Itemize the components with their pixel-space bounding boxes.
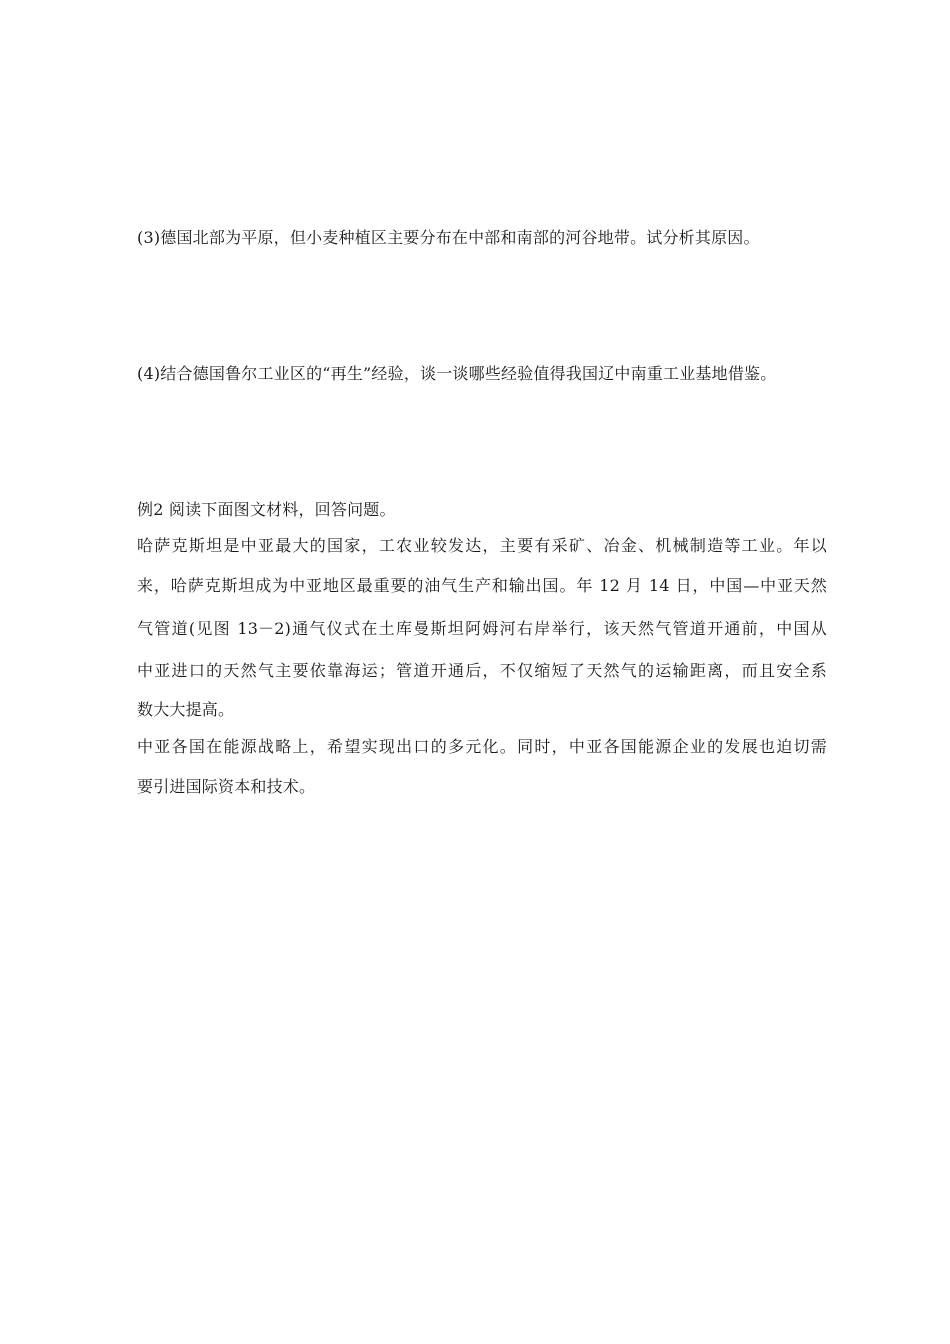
example-2-heading: 例2 阅读下面图文材料，回答问题。 [137,500,396,519]
question-3: (3)德国北部为平原，但小麦种植区主要分布在中部和南部的河谷地带。试分析其原因。 [137,228,760,247]
paragraph-1-line: 哈萨克斯坦是中亚最大的国家，工农业较发达，主要有采矿、冶金、机械制造等工业。年以 [137,536,827,555]
paragraph-2-line: 中亚各国在能源战略上，希望实现出口的多元化。同时，中亚各国能源企业的发展也迫切需 [137,737,827,756]
question-4: (4)结合德国鲁尔工业区的“再生”经验，谈一谈哪些经验值得我国辽中南重工业基地借鉴。 [137,364,777,383]
paragraph-2-line: 要引进国际资本和技术。 [137,777,316,796]
paragraph-1-line: 来，哈萨克斯坦成为中亚地区最重要的油气生产和输出国。年 12 月 14 日，中国—中亚天然 [137,576,827,595]
paragraph-1-line: 中亚进口的天然气主要依靠海运；管道开通后，不仅缩短了天然气的运输距离，而且安全系 [137,661,827,680]
paragraph-1-line: 数大大提高。 [137,700,235,719]
paragraph-1-line: 气管道(见图 13－2)通气仪式在土库曼斯坦阿姆河右岸举行，该天然气管道开通前，中国从 [137,619,827,638]
